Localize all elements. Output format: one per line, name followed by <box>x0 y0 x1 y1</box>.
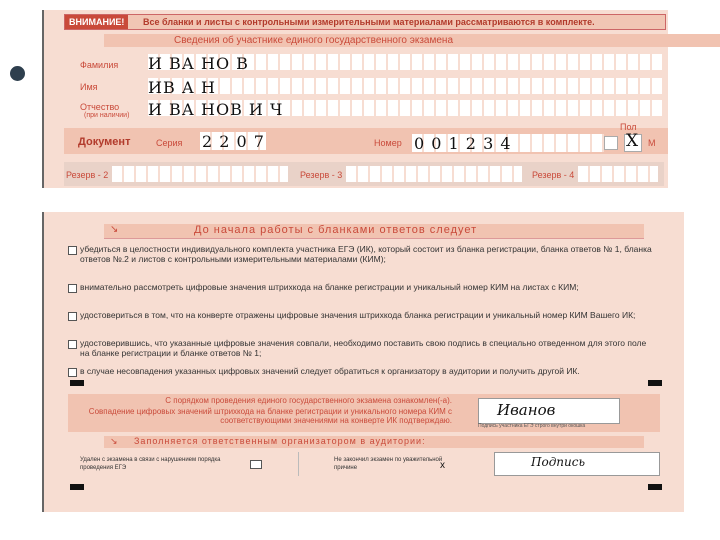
instruction-text: удостоверившись, что указанные цифровые значения совпали, необходимо поставить свою подпись в специально отведенном для этого поле на бланке регистрации и бланке ответов № 1; <box>80 338 647 358</box>
reserve-2-label: Резерв - 2 <box>66 170 109 180</box>
organizer-signature: Подпись <box>531 455 586 469</box>
warning-bar <box>64 14 666 30</box>
checkbox-icon <box>68 340 77 349</box>
slide-bullet <box>10 66 25 81</box>
organizer-signature-field[interactable] <box>494 452 660 476</box>
removed-checkbox[interactable] <box>250 460 262 469</box>
reserve-2-field <box>112 166 288 182</box>
series-value: 2 2 0 7 <box>202 132 265 151</box>
checkbox-icon <box>68 246 77 255</box>
signature-caption: Подпись участника ЕГЭ строго внутри окошка <box>478 423 586 429</box>
name-label: Имя <box>80 82 98 92</box>
registration-form-top <box>42 10 668 188</box>
reserve-row <box>64 162 664 186</box>
warning-tag: ВНИМАНИЕ! <box>65 15 128 29</box>
registration-mark <box>648 484 662 490</box>
name-value: ИВ А Н <box>148 78 216 97</box>
registration-mark <box>70 380 84 386</box>
list-item <box>68 244 652 282</box>
arrow-icon: ↘ <box>110 224 119 235</box>
number-label: Номер <box>374 138 402 148</box>
instructions-header <box>104 224 644 239</box>
registration-mark <box>648 380 662 386</box>
checkbox-icon <box>68 284 77 293</box>
participant-signature-field[interactable] <box>478 398 620 424</box>
consent-box <box>68 394 660 432</box>
consent-text-1: С порядком проведения единого государственного экзамена ознакомлен(-а). <box>165 396 452 405</box>
document-row <box>64 122 668 154</box>
series-label: Серия <box>156 138 183 148</box>
list-item <box>68 338 648 366</box>
patronymic-value: И ВА НОВ И Ч <box>148 100 284 119</box>
divider <box>298 452 299 476</box>
organizer-title: Заполняется ответственным организатором в аудитории: <box>134 436 426 446</box>
consent-text-2: Совпадение цифровых значений штрихкода на бланке регистрации и уникального номера КИМ с соответствующими значениями на конверте ИК подтверждаю. <box>88 407 452 425</box>
reserve-3-label: Резерв - 3 <box>300 170 343 180</box>
checkbox-icon <box>68 368 77 377</box>
list-item <box>68 310 648 338</box>
sex-mark: X <box>626 131 640 151</box>
warning-text: Все бланки и листы с контрольными измерительными материалами рассматриваются в комплекте. <box>143 17 595 27</box>
sex-label: Пол <box>620 122 637 132</box>
surname-label: Фамилия <box>80 60 119 70</box>
instruction-text: в случае несовпадения указанных цифровых значений следует обратиться к организатору в аудитории и получить другой ИК. <box>80 366 580 376</box>
arrow-icon: ↘ <box>110 436 118 446</box>
surname-value: И ВА НО В <box>148 54 249 73</box>
number-value: 0 0 1 2 3 4 <box>414 134 512 153</box>
instruction-text: убедиться в целостности индивидуального комплекта участника ЕГЭ (ИК), который состоит из бланка регистрации, бланка ответов № 1, бланка ответов №.2 и листов с контрольными измерительными материалами (КИМ); <box>80 244 652 264</box>
sex-f-checkbox[interactable] <box>604 136 618 150</box>
instruction-text: удостовериться в том, что на конверте отражены цифровые значения штрихкода бланка регистрации и уникальный номер КИМ Вашего ИК; <box>80 310 636 320</box>
participant-signature: Иванов <box>497 401 556 419</box>
reserve-4-label: Резерв - 4 <box>532 170 575 180</box>
instructions-title: До начала работы с бланками ответов следует <box>194 224 478 236</box>
section-title: Сведения об участнике единого государственного экзамена <box>104 34 720 47</box>
list-item <box>68 282 648 310</box>
document-label: Документ <box>78 136 131 148</box>
instructions-list <box>68 244 652 390</box>
patronymic-note: (при наличии) <box>84 112 130 119</box>
sex-m-label: М <box>648 138 656 148</box>
reserve-4-field <box>578 166 658 182</box>
registration-form-bottom <box>42 212 684 512</box>
instruction-text: внимательно рассмотреть цифровые значения штрихкода на бланке регистрации и уникальный номер КИМ на листах с КИМ; <box>80 282 579 292</box>
registration-mark <box>70 484 84 490</box>
name-field[interactable] <box>148 78 664 94</box>
reserve-3-field <box>346 166 522 182</box>
checkbox-icon <box>68 312 77 321</box>
removed-text: Удален с экзамена в связи с нарушением порядка проведения ЕГЭ <box>80 457 221 471</box>
not-finished-text: Не закончил экзамен по уважительной причине <box>334 457 443 471</box>
list-item <box>68 366 648 390</box>
not-finished-mark[interactable]: х <box>440 460 445 471</box>
patronymic-label: Отчество <box>80 102 120 112</box>
organizer-header <box>104 436 644 448</box>
